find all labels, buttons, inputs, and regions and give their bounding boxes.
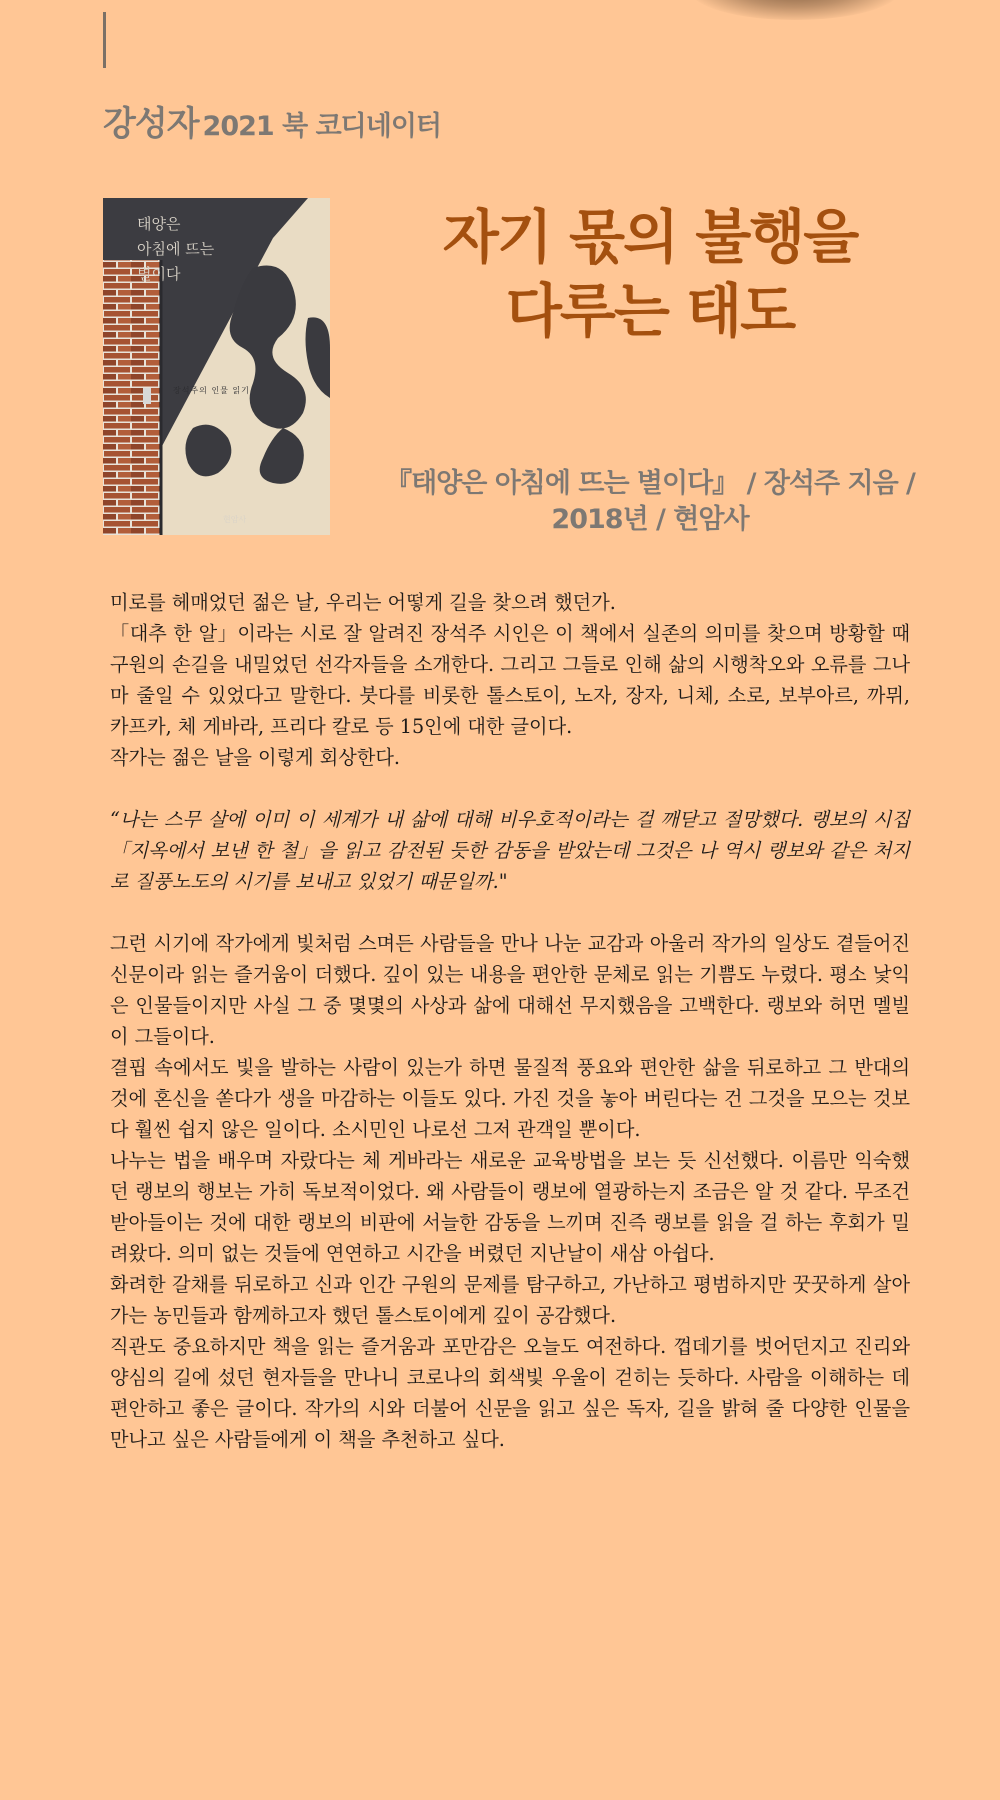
paragraph-spacer — [110, 897, 910, 928]
paragraph: 미로를 헤매었던 젊은 날, 우리는 어떻게 길을 찾으려 했던가. — [110, 591, 616, 614]
paragraph: 나누는 법을 배우며 자랐다는 체 게바라는 새로운 교육방법을 보는 듯 신선했다. 이름만 익숙했던 랭보의 행보는 가히 독보적이었다. 왜 사람들이 랭보에 열광하는지 조금은 알 것 같다. 무조건 받아들이는 것에 대한 랭보의 비판에 서늘한 감동을 느끼며 진즉 랭보를 읽을 걸 하는 후회가 밀려왔다. 의미 없는 것들에 연연하고 시간을 버렸던 지난날이 새삼 아쉽다. — [110, 1149, 910, 1265]
author-role: 2021 북 코디네이터 — [202, 111, 441, 142]
paragraph-spacer — [110, 773, 910, 804]
cover-title: 태양은 아침에 뜨는 별이다 — [137, 215, 215, 283]
decorative-shadow — [690, 0, 900, 20]
review-body — [110, 587, 910, 1455]
paragraph: 「대추 한 알」이라는 시로 잘 알려진 장석주 시인은 이 책에서 실존의 의미를 찾으며 방황할 때 구원의 손길을 내밀었던 선각자들을 소개한다. 그리고 그들로 인해 삶의 시행착오와 오류를 그나마 줄일 수 있었다고 말한다. 붓다를 비롯한 톨스토이, 노자, 장자, 니체, 소로, 보부아르, 까뮈, 카프카, 체 게바라, 프리다 칼로 등 15인에 대한 글이다. — [110, 622, 910, 738]
cover-subtitle: 장석주의 인물 읽기 — [173, 386, 250, 395]
author-name: 강성자 — [103, 104, 199, 144]
cover-publisher: 현암사 — [223, 515, 247, 524]
paragraph: 그런 시기에 작가에게 빛처럼 스며든 사람들을 만나 나눈 교감과 아울러 작가의 일상도 곁들어진 신문이라 읽는 즐거움이 더했다. 깊이 있는 내용을 편안한 문체로 읽는 기쁨도 누렸다. 평소 낯익은 인물들이지만 사실 그 중 몇몇의 사상과 삶에 대해선 무지했음을 고백한다. 랭보와 허먼 멜빌이 그들이다. — [110, 932, 910, 1048]
paragraph: 직관도 중요하지만 책을 읽는 즐거움과 포만감은 오늘도 여전하다. 껍데기를 벗어던지고 진리와 양심의 길에 섰던 현자들을 만나니 코로나의 회색빛 우울이 걷히는 듯하다. 사람을 이해하는 데 편안하고 좋은 글이다. 작가의 시와 더불어 신문을 읽고 싶은 독자, 길을 밝혀 줄 다양한 인물을 만나고 싶은 사람들에게 이 책을 추천하고 싶다. — [110, 1335, 910, 1451]
paragraph: 화려한 갈채를 뒤로하고 신과 인간 구원의 문제를 탐구하고, 가난하고 평범하지만 꿋꿋하게 살아가는 농민들과 함께하고자 했던 톨스토이에게 깊이 공감했다. — [110, 1273, 910, 1327]
paragraph: 결핍 속에서도 빛을 발하는 사람이 있는가 하면 물질적 풍요와 편안한 삶을 뒤로하고 그 반대의 것에 혼신을 쏟다가 생을 마감하는 이들도 있다. 가진 것을 놓아 버린다는 건 그것을 모으는 것보다 훨씬 쉽지 않은 일이다. 소시민인 나로선 그저 관객일 뿐이다. — [110, 1056, 910, 1141]
book-cover-image — [103, 198, 330, 535]
paragraph: 작가는 젊은 날을 이렇게 회상한다. — [110, 746, 400, 769]
author-line — [103, 96, 441, 145]
book-info: 『태양은 아침에 뜨는 별이다』 / 장석주 지음 / 2018년 / 현암사 — [385, 468, 915, 535]
article-title: 자기 몫의 불행을 다루는 태도 — [442, 203, 858, 345]
accent-bar — [103, 12, 106, 68]
quote-paragraph: “나는 스무 살에 이미 이 세계가 내 삶에 대해 비우호적이라는 걸 깨닫고 절망했다. 랭보의 시집「지옥에서 보낸 한 철」을 읽고 감전된 듯한 감동을 받았는데 그것은 나 역시 랭보와 같은 처지로 질풍노도의 시기를 보내고 있었기 때문일까." — [110, 808, 910, 893]
